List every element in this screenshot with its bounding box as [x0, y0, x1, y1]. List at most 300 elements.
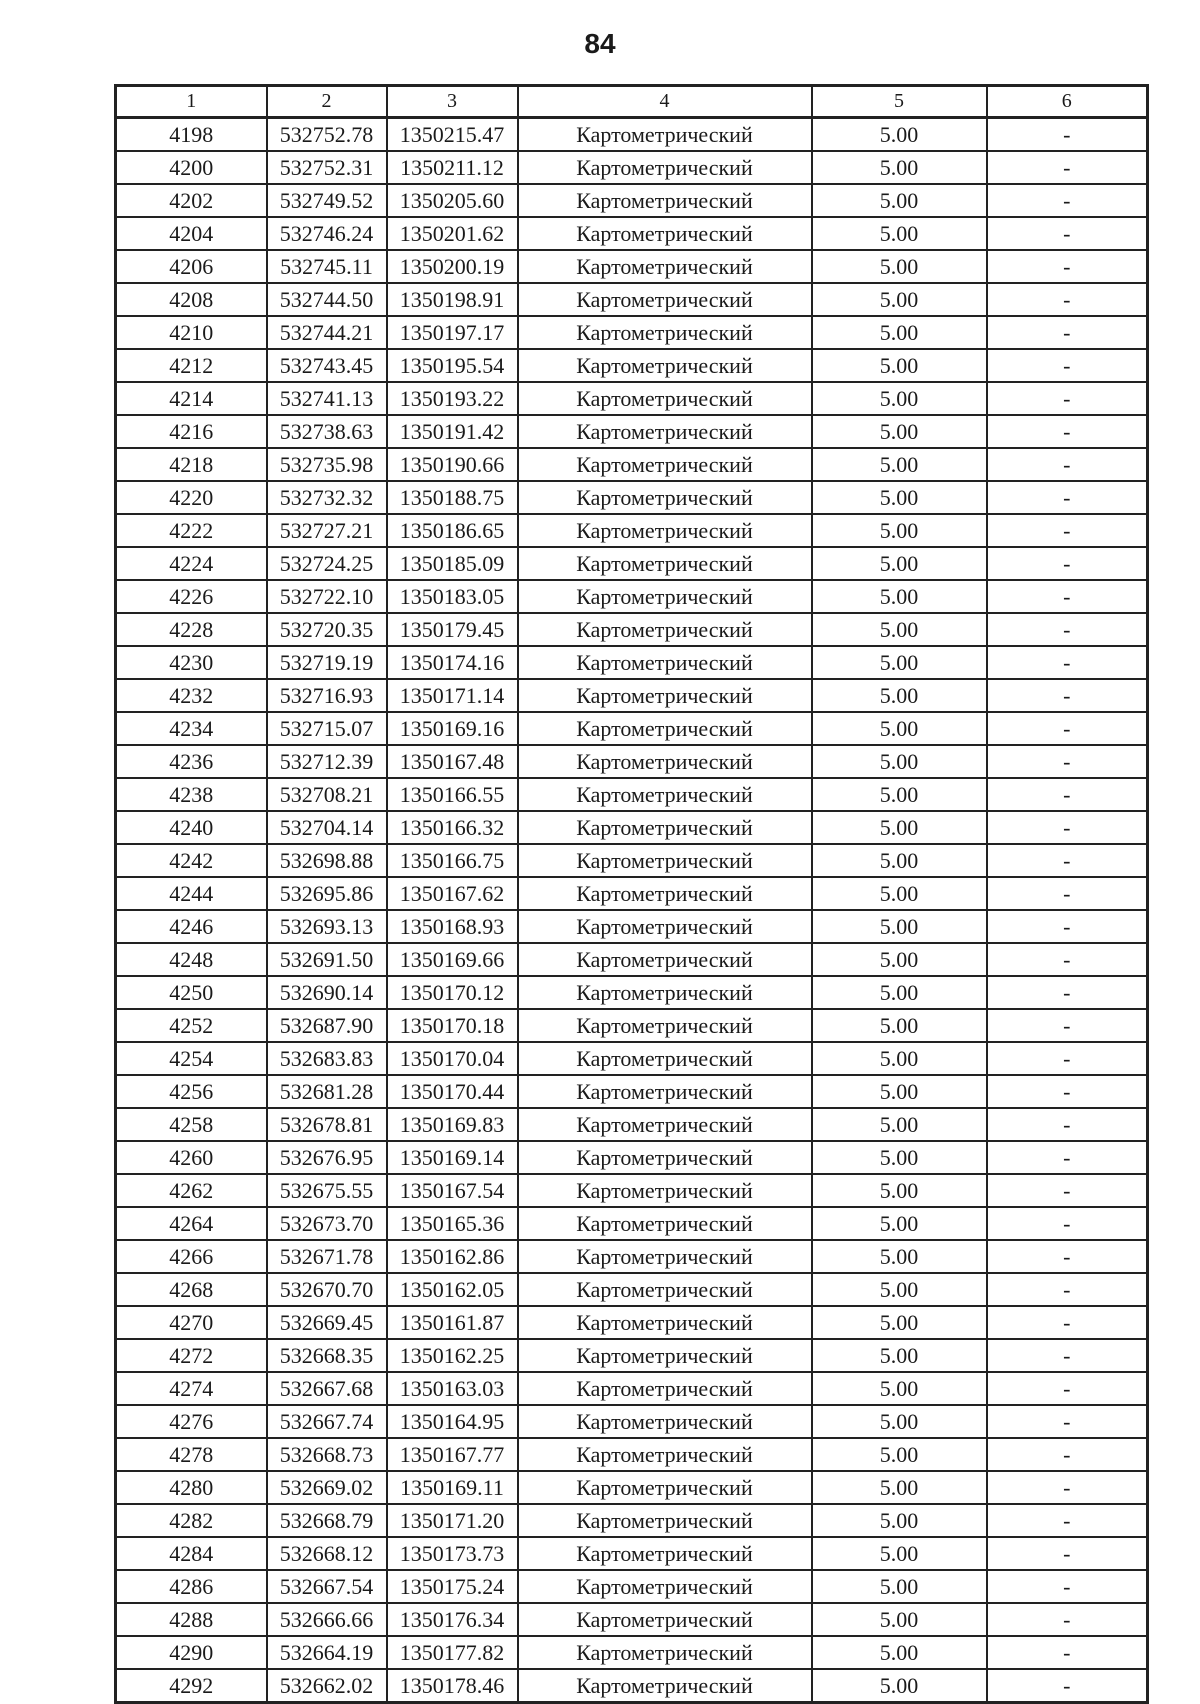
point-number-cell: 4202	[116, 184, 267, 217]
table-row	[116, 1405, 1148, 1438]
note-cell: -	[987, 778, 1148, 811]
accuracy-cell: 5.00	[812, 1306, 987, 1339]
accuracy-cell: 5.00	[812, 778, 987, 811]
coordinates-table-container	[114, 84, 1146, 1704]
table-row	[116, 1042, 1148, 1075]
note-cell: -	[987, 976, 1148, 1009]
accuracy-cell: 5.00	[812, 613, 987, 646]
note-cell: -	[987, 1174, 1148, 1207]
method-cell: Картометрический	[518, 1570, 812, 1603]
x-coordinate-cell: 532716.93	[267, 679, 387, 712]
method-cell: Картометрический	[518, 1636, 812, 1669]
x-coordinate-cell: 532745.11	[267, 250, 387, 283]
y-coordinate-cell: 1350185.09	[387, 547, 518, 580]
y-coordinate-cell: 1350179.45	[387, 613, 518, 646]
x-coordinate-cell: 532675.55	[267, 1174, 387, 1207]
x-coordinate-cell: 532727.21	[267, 514, 387, 547]
y-coordinate-cell: 1350169.83	[387, 1108, 518, 1141]
x-coordinate-cell: 532666.66	[267, 1603, 387, 1636]
table-row	[116, 316, 1148, 349]
y-coordinate-cell: 1350195.54	[387, 349, 518, 382]
accuracy-cell: 5.00	[812, 1669, 987, 1703]
y-coordinate-cell: 1350166.55	[387, 778, 518, 811]
accuracy-cell: 5.00	[812, 547, 987, 580]
table-row	[116, 877, 1148, 910]
table-row	[116, 283, 1148, 316]
note-cell: -	[987, 1207, 1148, 1240]
y-coordinate-cell: 1350164.95	[387, 1405, 518, 1438]
y-coordinate-cell: 1350166.75	[387, 844, 518, 877]
y-coordinate-cell: 1350205.60	[387, 184, 518, 217]
table-row	[116, 580, 1148, 613]
table-row	[116, 1669, 1148, 1703]
y-coordinate-cell: 1350197.17	[387, 316, 518, 349]
x-coordinate-cell: 532732.32	[267, 481, 387, 514]
table-row	[116, 184, 1148, 217]
x-coordinate-cell: 532720.35	[267, 613, 387, 646]
point-number-cell: 4240	[116, 811, 267, 844]
table-row	[116, 712, 1148, 745]
x-coordinate-cell: 532668.79	[267, 1504, 387, 1537]
note-cell: -	[987, 1636, 1148, 1669]
accuracy-cell: 5.00	[812, 580, 987, 613]
point-number-cell: 4228	[116, 613, 267, 646]
method-cell: Картометрический	[518, 877, 812, 910]
table-row	[116, 1207, 1148, 1240]
table-row	[116, 1108, 1148, 1141]
table-row	[116, 1537, 1148, 1570]
method-cell: Картометрический	[518, 448, 812, 481]
x-coordinate-cell: 532690.14	[267, 976, 387, 1009]
note-cell: -	[987, 316, 1148, 349]
x-coordinate-cell: 532749.52	[267, 184, 387, 217]
note-cell: -	[987, 910, 1148, 943]
y-coordinate-cell: 1350193.22	[387, 382, 518, 415]
accuracy-cell: 5.00	[812, 349, 987, 382]
y-coordinate-cell: 1350170.18	[387, 1009, 518, 1042]
accuracy-cell: 5.00	[812, 1042, 987, 1075]
method-cell: Картометрический	[518, 712, 812, 745]
x-coordinate-cell: 532662.02	[267, 1669, 387, 1703]
method-cell: Картометрический	[518, 1669, 812, 1703]
method-cell: Картометрический	[518, 382, 812, 415]
point-number-cell: 4208	[116, 283, 267, 316]
point-number-cell: 4286	[116, 1570, 267, 1603]
method-cell: Картометрический	[518, 1075, 812, 1108]
table-row	[116, 382, 1148, 415]
accuracy-cell: 5.00	[812, 1636, 987, 1669]
note-cell: -	[987, 1372, 1148, 1405]
point-number-cell: 4234	[116, 712, 267, 745]
point-number-cell: 4250	[116, 976, 267, 1009]
note-cell: -	[987, 1042, 1148, 1075]
accuracy-cell: 5.00	[812, 1570, 987, 1603]
table-row	[116, 1141, 1148, 1174]
note-cell: -	[987, 844, 1148, 877]
accuracy-cell: 5.00	[812, 382, 987, 415]
point-number-cell: 4274	[116, 1372, 267, 1405]
x-coordinate-cell: 532668.35	[267, 1339, 387, 1372]
method-cell: Картометрический	[518, 1603, 812, 1636]
column-header-6: 6	[987, 86, 1148, 118]
x-coordinate-cell: 532712.39	[267, 745, 387, 778]
y-coordinate-cell: 1350173.73	[387, 1537, 518, 1570]
accuracy-cell: 5.00	[812, 976, 987, 1009]
method-cell: Картометрический	[518, 745, 812, 778]
accuracy-cell: 5.00	[812, 448, 987, 481]
note-cell: -	[987, 1405, 1148, 1438]
point-number-cell: 4224	[116, 547, 267, 580]
x-coordinate-cell: 532719.19	[267, 646, 387, 679]
accuracy-cell: 5.00	[812, 712, 987, 745]
table-row	[116, 844, 1148, 877]
accuracy-cell: 5.00	[812, 415, 987, 448]
y-coordinate-cell: 1350169.14	[387, 1141, 518, 1174]
accuracy-cell: 5.00	[812, 283, 987, 316]
table-row	[116, 1603, 1148, 1636]
method-cell: Картометрический	[518, 1273, 812, 1306]
table-row	[116, 646, 1148, 679]
page-number: 84	[584, 28, 616, 59]
x-coordinate-cell: 532695.86	[267, 877, 387, 910]
table-row	[116, 943, 1148, 976]
method-cell: Картометрический	[518, 1174, 812, 1207]
point-number-cell: 4282	[116, 1504, 267, 1537]
accuracy-cell: 5.00	[812, 745, 987, 778]
note-cell: -	[987, 1669, 1148, 1703]
note-cell: -	[987, 448, 1148, 481]
method-cell: Картометрический	[518, 316, 812, 349]
y-coordinate-cell: 1350200.19	[387, 250, 518, 283]
method-cell: Картометрический	[518, 217, 812, 250]
x-coordinate-cell: 532664.19	[267, 1636, 387, 1669]
method-cell: Картометрический	[518, 184, 812, 217]
y-coordinate-cell: 1350170.44	[387, 1075, 518, 1108]
method-cell: Картометрический	[518, 481, 812, 514]
point-number-cell: 4292	[116, 1669, 267, 1703]
point-number-cell: 4276	[116, 1405, 267, 1438]
accuracy-cell: 5.00	[812, 1075, 987, 1108]
note-cell: -	[987, 1009, 1148, 1042]
accuracy-cell: 5.00	[812, 1174, 987, 1207]
x-coordinate-cell: 532668.12	[267, 1537, 387, 1570]
note-cell: -	[987, 1471, 1148, 1504]
y-coordinate-cell: 1350169.66	[387, 943, 518, 976]
accuracy-cell: 5.00	[812, 1108, 987, 1141]
accuracy-cell: 5.00	[812, 1273, 987, 1306]
y-coordinate-cell: 1350163.03	[387, 1372, 518, 1405]
note-cell: -	[987, 1240, 1148, 1273]
table-row	[116, 1570, 1148, 1603]
note-cell: -	[987, 1537, 1148, 1570]
method-cell: Картометрический	[518, 778, 812, 811]
point-number-cell: 4280	[116, 1471, 267, 1504]
accuracy-cell: 5.00	[812, 1372, 987, 1405]
x-coordinate-cell: 532670.70	[267, 1273, 387, 1306]
point-number-cell: 4252	[116, 1009, 267, 1042]
accuracy-cell: 5.00	[812, 877, 987, 910]
y-coordinate-cell: 1350167.77	[387, 1438, 518, 1471]
method-cell: Картометрический	[518, 613, 812, 646]
note-cell: -	[987, 1075, 1148, 1108]
note-cell: -	[987, 1570, 1148, 1603]
point-number-cell: 4270	[116, 1306, 267, 1339]
y-coordinate-cell: 1350176.34	[387, 1603, 518, 1636]
y-coordinate-cell: 1350215.47	[387, 118, 518, 152]
y-coordinate-cell: 1350190.66	[387, 448, 518, 481]
column-header-2: 2	[267, 86, 387, 118]
column-header-1: 1	[116, 86, 267, 118]
table-row	[116, 1273, 1148, 1306]
accuracy-cell: 5.00	[812, 1438, 987, 1471]
y-coordinate-cell: 1350161.87	[387, 1306, 518, 1339]
table-row	[116, 745, 1148, 778]
point-number-cell: 4216	[116, 415, 267, 448]
x-coordinate-cell: 532678.81	[267, 1108, 387, 1141]
y-coordinate-cell: 1350178.46	[387, 1669, 518, 1703]
y-coordinate-cell: 1350162.05	[387, 1273, 518, 1306]
x-coordinate-cell: 532667.54	[267, 1570, 387, 1603]
point-number-cell: 4246	[116, 910, 267, 943]
x-coordinate-cell: 532724.25	[267, 547, 387, 580]
accuracy-cell: 5.00	[812, 481, 987, 514]
method-cell: Картометрический	[518, 1042, 812, 1075]
point-number-cell: 4278	[116, 1438, 267, 1471]
table-row	[116, 481, 1148, 514]
table-row	[116, 1009, 1148, 1042]
table-row	[116, 151, 1148, 184]
x-coordinate-cell: 532681.28	[267, 1075, 387, 1108]
point-number-cell: 4238	[116, 778, 267, 811]
point-number-cell: 4256	[116, 1075, 267, 1108]
y-coordinate-cell: 1350198.91	[387, 283, 518, 316]
note-cell: -	[987, 118, 1148, 152]
point-number-cell: 4232	[116, 679, 267, 712]
note-cell: -	[987, 712, 1148, 745]
table-body	[116, 118, 1148, 1703]
point-number-cell: 4260	[116, 1141, 267, 1174]
table-row	[116, 448, 1148, 481]
note-cell: -	[987, 514, 1148, 547]
x-coordinate-cell: 532746.24	[267, 217, 387, 250]
accuracy-cell: 5.00	[812, 910, 987, 943]
accuracy-cell: 5.00	[812, 1141, 987, 1174]
table-row	[116, 679, 1148, 712]
accuracy-cell: 5.00	[812, 514, 987, 547]
x-coordinate-cell: 532693.13	[267, 910, 387, 943]
note-cell: -	[987, 613, 1148, 646]
x-coordinate-cell: 532738.63	[267, 415, 387, 448]
y-coordinate-cell: 1350167.48	[387, 745, 518, 778]
table-row	[116, 613, 1148, 646]
point-number-cell: 4198	[116, 118, 267, 152]
method-cell: Картометрический	[518, 1141, 812, 1174]
point-number-cell: 4204	[116, 217, 267, 250]
method-cell: Картометрический	[518, 349, 812, 382]
note-cell: -	[987, 382, 1148, 415]
note-cell: -	[987, 580, 1148, 613]
point-number-cell: 4244	[116, 877, 267, 910]
y-coordinate-cell: 1350171.20	[387, 1504, 518, 1537]
table-row	[116, 415, 1148, 448]
x-coordinate-cell: 532744.21	[267, 316, 387, 349]
x-coordinate-cell: 532676.95	[267, 1141, 387, 1174]
note-cell: -	[987, 151, 1148, 184]
accuracy-cell: 5.00	[812, 1603, 987, 1636]
note-cell: -	[987, 646, 1148, 679]
point-number-cell: 4272	[116, 1339, 267, 1372]
table-row	[116, 910, 1148, 943]
table-row	[116, 217, 1148, 250]
note-cell: -	[987, 1603, 1148, 1636]
note-cell: -	[987, 1273, 1148, 1306]
note-cell: -	[987, 481, 1148, 514]
y-coordinate-cell: 1350169.11	[387, 1471, 518, 1504]
y-coordinate-cell: 1350174.16	[387, 646, 518, 679]
point-number-cell: 4258	[116, 1108, 267, 1141]
x-coordinate-cell: 532668.73	[267, 1438, 387, 1471]
y-coordinate-cell: 1350191.42	[387, 415, 518, 448]
y-coordinate-cell: 1350211.12	[387, 151, 518, 184]
table-row	[116, 514, 1148, 547]
table-row	[116, 1504, 1148, 1537]
accuracy-cell: 5.00	[812, 316, 987, 349]
table-row	[116, 976, 1148, 1009]
note-cell: -	[987, 943, 1148, 976]
accuracy-cell: 5.00	[812, 1504, 987, 1537]
note-cell: -	[987, 811, 1148, 844]
table-row	[116, 1339, 1148, 1372]
accuracy-cell: 5.00	[812, 250, 987, 283]
note-cell: -	[987, 1306, 1148, 1339]
note-cell: -	[987, 679, 1148, 712]
method-cell: Картометрический	[518, 1306, 812, 1339]
point-number-cell: 4220	[116, 481, 267, 514]
method-cell: Картометрический	[518, 1504, 812, 1537]
method-cell: Картометрический	[518, 118, 812, 152]
point-number-cell: 4200	[116, 151, 267, 184]
column-header-3: 3	[387, 86, 518, 118]
point-number-cell: 4242	[116, 844, 267, 877]
table-row	[116, 1174, 1148, 1207]
accuracy-cell: 5.00	[812, 811, 987, 844]
note-cell: -	[987, 1339, 1148, 1372]
note-cell: -	[987, 745, 1148, 778]
method-cell: Картометрический	[518, 250, 812, 283]
x-coordinate-cell: 532722.10	[267, 580, 387, 613]
x-coordinate-cell: 532743.45	[267, 349, 387, 382]
method-cell: Картометрический	[518, 151, 812, 184]
method-cell: Картометрический	[518, 844, 812, 877]
note-cell: -	[987, 1141, 1148, 1174]
header-row	[116, 86, 1148, 118]
method-cell: Картометрический	[518, 811, 812, 844]
x-coordinate-cell: 532687.90	[267, 1009, 387, 1042]
table-row	[116, 547, 1148, 580]
table-row	[116, 778, 1148, 811]
note-cell: -	[987, 250, 1148, 283]
table-row	[116, 1636, 1148, 1669]
x-coordinate-cell: 532667.74	[267, 1405, 387, 1438]
table-row	[116, 118, 1148, 152]
method-cell: Картометрический	[518, 943, 812, 976]
accuracy-cell: 5.00	[812, 1339, 987, 1372]
x-coordinate-cell: 532673.70	[267, 1207, 387, 1240]
method-cell: Картометрический	[518, 415, 812, 448]
coordinates-table	[114, 84, 1149, 1704]
x-coordinate-cell: 532671.78	[267, 1240, 387, 1273]
y-coordinate-cell: 1350201.62	[387, 217, 518, 250]
y-coordinate-cell: 1350170.12	[387, 976, 518, 1009]
y-coordinate-cell: 1350177.82	[387, 1636, 518, 1669]
accuracy-cell: 5.00	[812, 1240, 987, 1273]
table-row	[116, 1075, 1148, 1108]
method-cell: Картометрический	[518, 1207, 812, 1240]
point-number-cell: 4212	[116, 349, 267, 382]
note-cell: -	[987, 415, 1148, 448]
table-row	[116, 1240, 1148, 1273]
y-coordinate-cell: 1350165.36	[387, 1207, 518, 1240]
note-cell: -	[987, 547, 1148, 580]
accuracy-cell: 5.00	[812, 1471, 987, 1504]
table-row	[116, 811, 1148, 844]
x-coordinate-cell: 532669.45	[267, 1306, 387, 1339]
y-coordinate-cell: 1350167.54	[387, 1174, 518, 1207]
method-cell: Картометрический	[518, 1339, 812, 1372]
x-coordinate-cell: 532715.07	[267, 712, 387, 745]
x-coordinate-cell: 532667.68	[267, 1372, 387, 1405]
table-header	[116, 86, 1148, 118]
x-coordinate-cell: 532752.31	[267, 151, 387, 184]
method-cell: Картометрический	[518, 646, 812, 679]
note-cell: -	[987, 877, 1148, 910]
table-row	[116, 1372, 1148, 1405]
y-coordinate-cell: 1350166.32	[387, 811, 518, 844]
accuracy-cell: 5.00	[812, 679, 987, 712]
note-cell: -	[987, 1108, 1148, 1141]
x-coordinate-cell: 532704.14	[267, 811, 387, 844]
accuracy-cell: 5.00	[812, 844, 987, 877]
accuracy-cell: 5.00	[812, 217, 987, 250]
x-coordinate-cell: 532683.83	[267, 1042, 387, 1075]
table-row	[116, 349, 1148, 382]
method-cell: Картометрический	[518, 1372, 812, 1405]
note-cell: -	[987, 217, 1148, 250]
note-cell: -	[987, 1504, 1148, 1537]
point-number-cell: 4254	[116, 1042, 267, 1075]
note-cell: -	[987, 283, 1148, 316]
x-coordinate-cell: 532752.78	[267, 118, 387, 152]
point-number-cell: 4264	[116, 1207, 267, 1240]
x-coordinate-cell: 532744.50	[267, 283, 387, 316]
point-number-cell: 4262	[116, 1174, 267, 1207]
y-coordinate-cell: 1350169.16	[387, 712, 518, 745]
method-cell: Картометрический	[518, 283, 812, 316]
method-cell: Картометрический	[518, 1108, 812, 1141]
x-coordinate-cell: 532691.50	[267, 943, 387, 976]
note-cell: -	[987, 184, 1148, 217]
y-coordinate-cell: 1350168.93	[387, 910, 518, 943]
table-row	[116, 1471, 1148, 1504]
point-number-cell: 4248	[116, 943, 267, 976]
method-cell: Картометрический	[518, 547, 812, 580]
method-cell: Картометрический	[518, 1438, 812, 1471]
y-coordinate-cell: 1350162.86	[387, 1240, 518, 1273]
point-number-cell: 4230	[116, 646, 267, 679]
table-row	[116, 250, 1148, 283]
y-coordinate-cell: 1350186.65	[387, 514, 518, 547]
method-cell: Картометрический	[518, 1471, 812, 1504]
